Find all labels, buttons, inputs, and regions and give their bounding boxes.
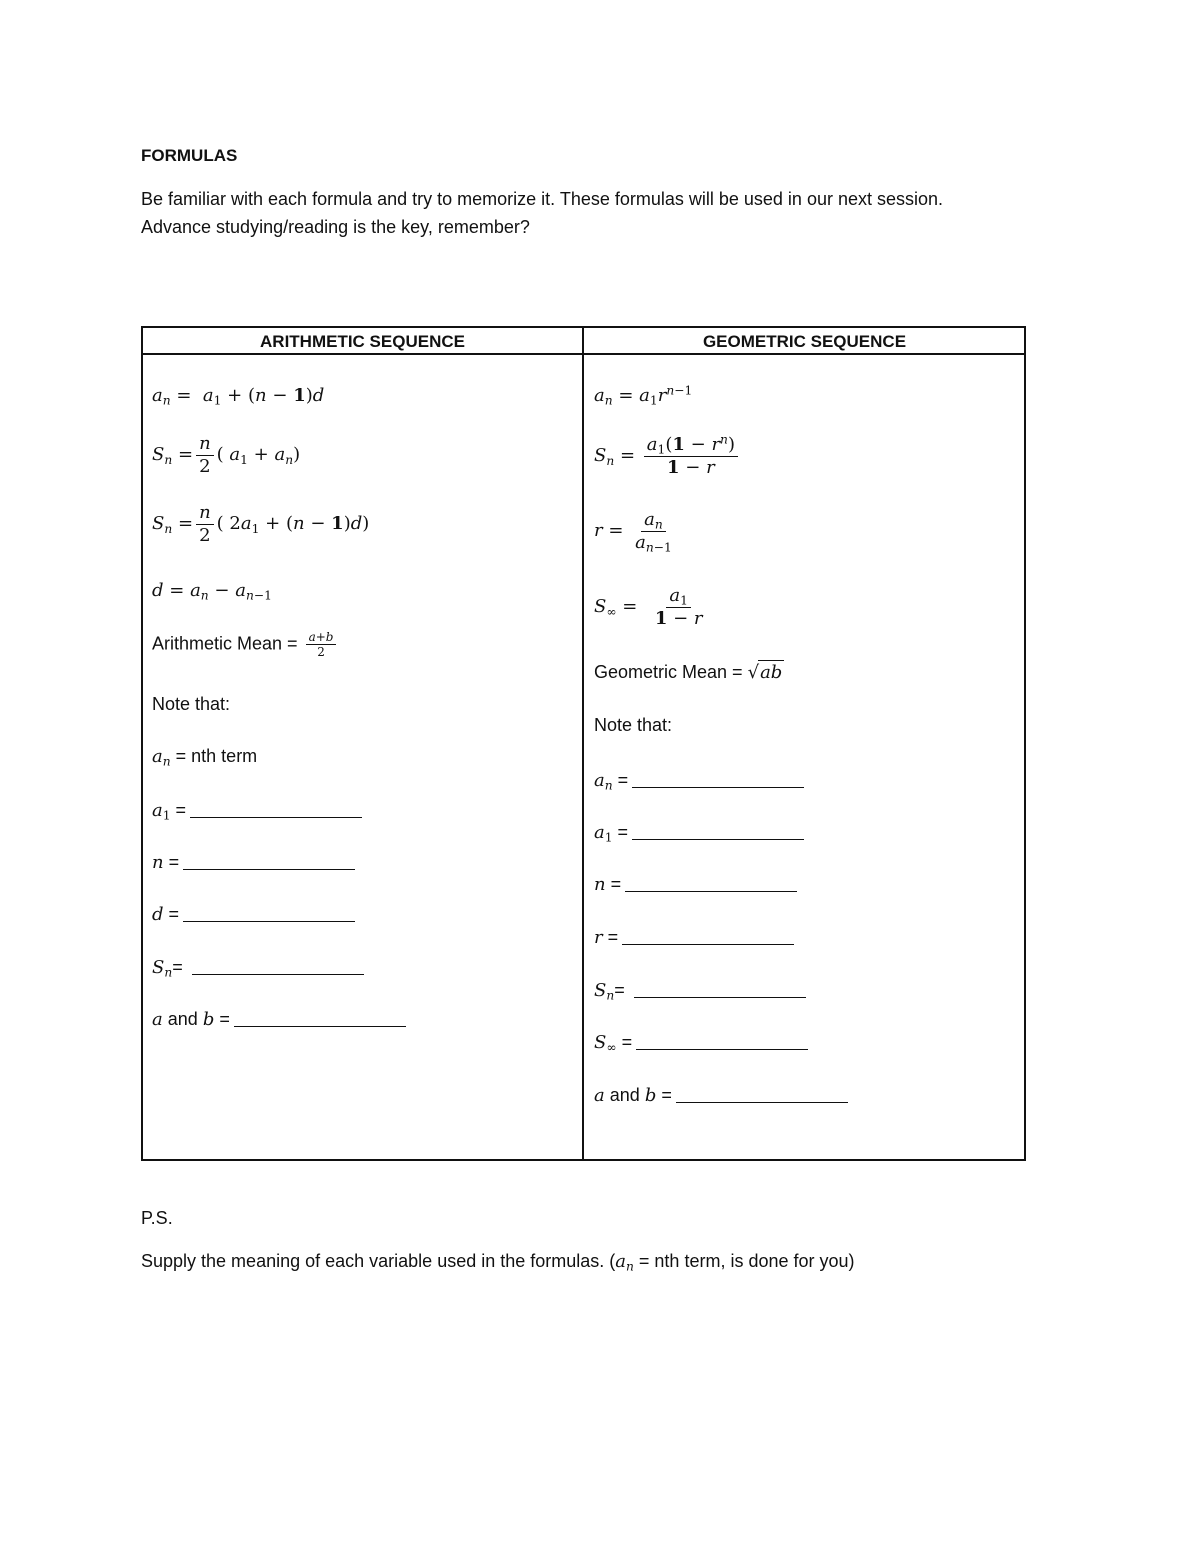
arith-nth-term-formula: $a_n = a_1 + (n - 1)d$	[152, 385, 325, 408]
geo-common-ratio-formula: r = $\frac{a_n}{a_{n-1}}$	[594, 509, 672, 555]
equals-sign: =	[617, 770, 629, 790]
arithmetic-header: ARITHMETIC SEQUENCE	[260, 332, 465, 351]
geo-nth-term-formula: $a_n = a_1r^{n-1}$	[594, 383, 693, 408]
answer-blank[interactable]	[634, 981, 806, 998]
geo-infinite-sum-formula: $S_\infty$ = $\frac{a_1}{1 - r}$	[594, 585, 703, 629]
equals-sign: =	[610, 874, 622, 894]
geo-s-infinity-blank-row: $S_\infty$ =	[594, 1030, 808, 1055]
arith-d-blank-row: d =	[152, 902, 355, 927]
answer-blank[interactable]	[183, 853, 355, 870]
arith-common-difference-formula: $d = a_n - a_{n-1}$	[152, 580, 272, 603]
and-word: and	[167, 1009, 198, 1029]
answer-blank[interactable]	[234, 1010, 406, 1027]
arith-a-and-b-blank-row: a and b =	[152, 1007, 406, 1032]
geo-n-blank-row: n =	[594, 872, 797, 897]
geo-mean-label: Geometric Mean =	[594, 662, 743, 682]
answer-blank[interactable]	[676, 1086, 848, 1103]
ps-text-before: Supply the meaning of each variable used in the formulas. (	[141, 1251, 616, 1271]
geo-an-blank-row: $a_n$ =	[594, 768, 804, 793]
answer-blank[interactable]	[183, 905, 355, 922]
arith-mean-formula	[152, 630, 339, 660]
geo-a1-blank-row: $a_1$ =	[594, 820, 804, 845]
answer-blank[interactable]	[632, 771, 804, 788]
equals-sign: =	[219, 1009, 230, 1029]
answer-blank[interactable]	[632, 823, 804, 840]
geo-a-and-b-blank-row: a and b =	[594, 1083, 848, 1108]
ps-text-after: = nth term, is done for you)	[633, 1251, 855, 1271]
table-border-middle	[582, 326, 584, 1161]
arith-note-label: Note that:	[152, 694, 231, 714]
arith-mean-fraction: $\frac{a+b}{2}$	[306, 630, 337, 660]
ps-label: P.S.	[141, 1208, 173, 1228]
geo-note-label: Note that:	[594, 715, 673, 735]
equals-sign: =	[175, 800, 187, 820]
equals-sign: =	[617, 822, 629, 842]
intro-line-2: Advance studying/reading is the key, remember?	[141, 217, 530, 237]
equals-sign: =	[168, 852, 180, 872]
arith-nth-term-meaning: $a_n$ = nth term	[152, 746, 258, 769]
arith-sum-formula-1: $S_n$ = $\frac{n}{2}$ ( $a_1 + a_n$)	[152, 433, 301, 477]
geo-mean-formula	[594, 660, 784, 685]
square-root-ab: √ ab	[747, 662, 783, 683]
geo-sn-blank-row: $S_n=$	[594, 978, 806, 1003]
answer-blank[interactable]	[622, 928, 794, 945]
table-border-right	[1024, 326, 1026, 1161]
equals-sign: =	[607, 927, 619, 947]
arith-mean-label: Arithmetic Mean =	[152, 633, 298, 654]
answer-blank[interactable]	[192, 958, 364, 975]
page-title: FORMULAS	[141, 146, 238, 165]
table-border-left	[141, 326, 143, 1161]
geo-sum-formula: $S_n$ = $\frac{a_1(1 - r^n)}{1 - r}$	[594, 434, 741, 478]
ps-instruction	[141, 1251, 855, 1272]
equals-sign: =	[614, 980, 625, 1000]
equals-sign: =	[661, 1085, 672, 1105]
arith-nth-term-meaning-text: = nth term	[175, 746, 258, 766]
ps-an-symbol: $a_n$	[615, 1251, 634, 1274]
arith-sn-blank-row: $S_n=$	[152, 955, 364, 980]
answer-blank[interactable]	[636, 1033, 808, 1050]
geometric-header: GEOMETRIC SEQUENCE	[702, 332, 907, 351]
and-word: and	[609, 1085, 640, 1105]
answer-blank[interactable]	[625, 875, 797, 892]
intro-line-1: Be familiar with each formula and try to memorize it. These formulas will be used in our next session.	[141, 189, 944, 209]
geo-r-blank-row: r =	[594, 925, 794, 950]
answer-blank[interactable]	[190, 801, 362, 818]
equals-sign: =	[621, 1032, 633, 1052]
equals-sign: =	[172, 957, 183, 977]
arith-sum-formula-2: $S_n$ = $\frac{n}{2}$ ( $2a_1 + (n - 1)d$)	[152, 502, 370, 546]
arith-a1-blank-row: $a_1$ =	[152, 798, 362, 823]
arith-n-blank-row: n =	[152, 850, 355, 875]
equals-sign: =	[168, 904, 180, 924]
